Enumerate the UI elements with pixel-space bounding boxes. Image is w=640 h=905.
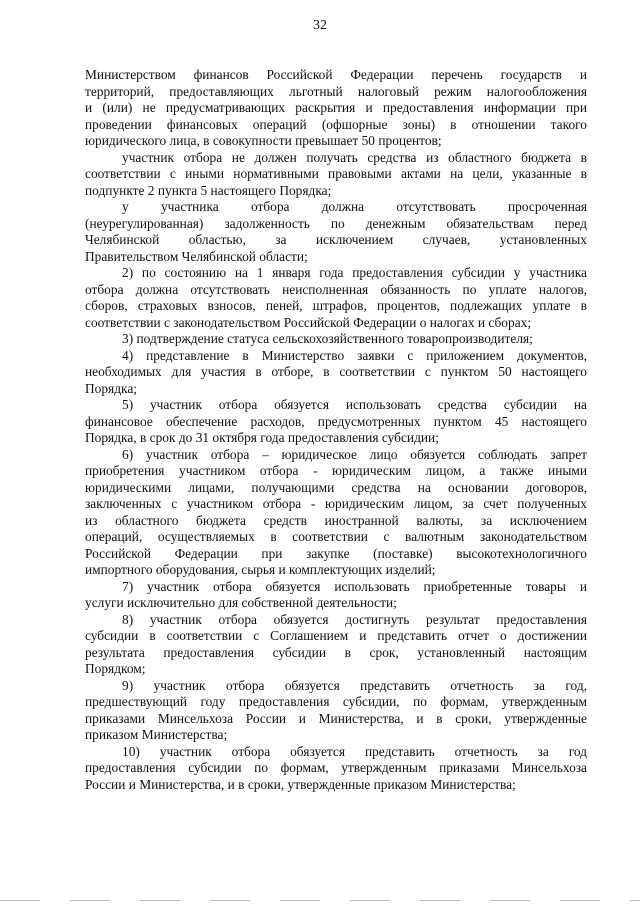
text-line: Порядком;: [85, 661, 146, 676]
document-body: [85, 67, 587, 793]
text-line: Правительством Челябинской области;: [85, 248, 308, 264]
text-line: участник отбора не должен получать средства из областного бюджета в: [122, 149, 587, 165]
text-line: территорий, предоставляющих льготный налоговый режим налогообложения: [85, 83, 587, 99]
text-line: необходимых для участия в отборе, в соответствии с пунктом 50 настоящего: [85, 364, 587, 379]
text-line: приобретения участником отбора - юридическим лицом, а также иными: [85, 463, 587, 478]
paragraph: [85, 331, 587, 348]
text-line: юридического лица, в совокупности превышает 50 процентов;: [85, 133, 442, 148]
paragraph: [85, 744, 587, 794]
text-line: 10) участник отбора обязуется представить отчетность за год: [122, 743, 587, 759]
text-line: Министерством финансов Российской Федерации перечень государств и: [85, 67, 587, 82]
text-line: Порядка, в срок до 31 октября года предоставления субсидии;: [85, 430, 439, 445]
text-line: соответствии с законодательством Российской Федерации о налогах и сборах;: [85, 314, 532, 330]
text-line: 8) участник отбора обязуется достигнуть результат предоставления: [122, 611, 587, 627]
text-line: 5) участник отбора обязуется использовать средства субсидии на: [122, 397, 587, 412]
paragraph: [85, 348, 587, 398]
text-line: и (или) не предусматривающих раскрытия и предоставления информации при: [85, 100, 587, 115]
text-line: 4) представление в Министерство заявки с приложением документов,: [122, 347, 587, 363]
text-line: юридическими лицами, получающими средства на основании договоров,: [85, 479, 587, 495]
text-line: предшествующий году предоставления субсидии, по формам, утвержденным: [85, 694, 587, 709]
paragraph: [85, 265, 587, 331]
text-line: Российской Федерации при закупке (поставке) высокотехнологичного: [85, 545, 587, 561]
text-line: 6) участник отбора – юридическое лицо обязуется соблюдать запрет: [122, 446, 587, 462]
page-number: 32: [313, 18, 327, 33]
text-line: сборов, страховых взносов, пеней, штрафов, процентов, подлежащих уплате в: [85, 298, 587, 313]
paragraph: [85, 150, 587, 200]
text-line: приказом Министерства;: [85, 727, 228, 742]
paragraph: [85, 447, 587, 579]
text-line: финансовое обеспечение расходов, предусмотренных пунктом 45 настоящего: [85, 413, 587, 429]
text-line: 9) участник отбора обязуется представить отчетность за год,: [122, 677, 587, 693]
text-line: у участника отбора должна отсутствовать просроченная: [122, 199, 587, 214]
text-line: Челябинской областью, за исключением случаев, установленных: [85, 232, 587, 247]
paragraph: [85, 67, 587, 150]
paragraph: [85, 199, 587, 265]
paragraph: [85, 397, 587, 447]
text-line: Порядка;: [85, 380, 137, 396]
paragraph: [85, 678, 587, 744]
paragraph: [85, 579, 587, 612]
text-line: проведении финансовых операций (офшорные зоны) в отношении такого: [85, 116, 587, 132]
text-line: 3) подтверждение статуса сельскохозяйственного товаропроизводителя;: [122, 331, 533, 346]
text-line: импортного оборудования, сырья и комплектующих изделий;: [85, 562, 436, 577]
text-line: предоставления субсидии по формам, утвержденным приказами Минсельхоза: [85, 760, 587, 775]
text-line: отбора должна отсутствовать неисполненная обязанность по уплате налогов,: [85, 281, 587, 297]
text-line: субсидии в соответствии с Соглашением и представить отчет о достижении: [85, 628, 587, 643]
text-line: операций, осуществляемых в соответствии с валютным законодательством: [85, 529, 587, 544]
paragraph: [85, 612, 587, 678]
text-line: России и Министерства, и в сроки, утвержденные приказом Министерства;: [85, 776, 516, 792]
text-line: заключенных с участником отбора - юридическим лицом, за счет полученных: [85, 496, 587, 511]
text-line: (неурегулированная) задолженность по денежным обязательствам перед: [85, 215, 587, 231]
text-line: услуги исключительно для собственной деятельности;: [85, 595, 397, 610]
text-line: результата предоставления субсидии в срок, установленный настоящим: [85, 644, 587, 660]
text-line: из областного бюджета средств иностранной валюты, за исключением: [85, 512, 587, 528]
text-line: 7) участник отбора обязуется использовать приобретенные товары и: [122, 578, 587, 594]
scan-edge-divider: [0, 900, 640, 901]
text-line: приказами Минсельхоза России и Министерства, и в сроки, утвержденные: [85, 710, 587, 726]
text-line: подпункте 2 пункта 5 настоящего Порядка;: [85, 182, 332, 198]
text-line: 2) по состоянию на 1 января года предоставления субсидии у участника: [122, 265, 587, 280]
text-line: соответствии с иными нормативными правовыми актами на цели, указанные в: [85, 166, 587, 181]
